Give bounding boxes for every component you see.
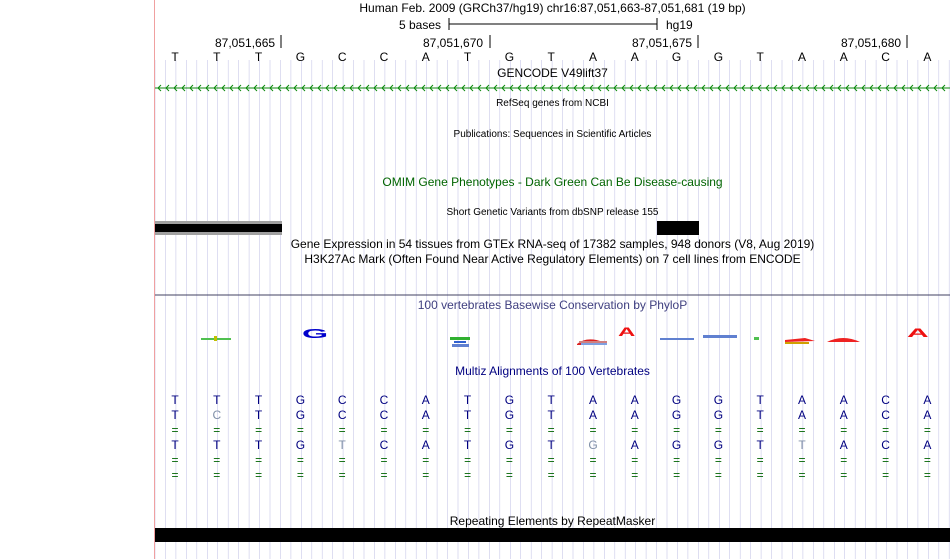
phylop-track-title: 100 vertebrates Basewise Conservation by PhyloP <box>417 298 688 312</box>
svg-text:G: G <box>302 326 329 342</box>
alignment-base-elephant: = <box>422 453 430 467</box>
alignment-base-dog: A <box>923 438 932 452</box>
coord-tick-label: 87,051,680 <box>841 36 902 50</box>
alignment-base-mouse: = <box>505 423 513 437</box>
coordinate-ticks <box>281 35 907 48</box>
alignment-base-chicken: = <box>631 468 639 482</box>
alignment-base-human: G <box>671 393 682 407</box>
alignment-base-elephant: = <box>171 453 179 467</box>
alignment-base-chicken: = <box>422 468 430 482</box>
alignment-base-dog: C <box>379 438 389 452</box>
alignment-base-elephant: = <box>547 453 555 467</box>
alignment-base-chicken: = <box>798 468 806 482</box>
alignment-base-dog: C <box>881 438 890 452</box>
alignment-base-rhesus: G <box>713 408 724 422</box>
alignment-base-human: T <box>171 393 179 407</box>
sequence-base: G <box>504 50 515 64</box>
alignment-base-human: T <box>756 393 764 407</box>
track-labels-panel <box>0 0 154 559</box>
alignment-base-dog: T <box>798 438 806 452</box>
alignment-base-human: A <box>797 393 806 407</box>
alignment-base-dog: A <box>630 438 639 452</box>
alignment-base-mouse: = <box>631 423 639 437</box>
alignment-base-chicken: = <box>714 468 722 482</box>
alignment-base-dog: T <box>756 438 764 452</box>
alignment-base-rhesus: T <box>547 408 555 422</box>
alignment-base-rhesus: C <box>212 408 222 422</box>
alignment-base-chicken: = <box>338 468 346 482</box>
alignment-base-chicken: = <box>296 468 304 482</box>
coord-tick-label: 87,051,675 <box>632 36 693 50</box>
alignment-base-chicken: = <box>213 468 221 482</box>
alignment-base-dog: G <box>671 438 682 452</box>
sequence-base: A <box>839 50 848 64</box>
alignment-base-human: T <box>547 393 555 407</box>
alignment-base-human: T <box>254 393 263 407</box>
alignment-base-human: A <box>588 393 597 407</box>
gencode-gene-feature <box>155 85 950 91</box>
alignment-base-dog: G <box>295 438 306 452</box>
sequence-base: T <box>254 50 263 64</box>
browser-track-area[interactable] <box>155 0 950 559</box>
alignment-base-chicken: = <box>547 468 555 482</box>
alignment-base-dog: G <box>588 438 598 452</box>
alignment-base-dog: T <box>254 438 263 452</box>
alignment-base-mouse: = <box>756 423 764 437</box>
alignment-base-elephant: = <box>714 453 722 467</box>
alignment-base-mouse: = <box>589 423 597 437</box>
alignment-base-dog: G <box>504 438 515 452</box>
assembly-label: hg19 <box>666 18 693 32</box>
sequence-base: T <box>756 50 764 64</box>
coord-tick-label: 87,051,665 <box>215 36 276 50</box>
conservation-logo <box>201 326 929 347</box>
coord-tick-label: 87,051,670 <box>423 36 484 50</box>
sequence-base: T <box>547 50 555 64</box>
alignment-base-mouse: = <box>798 423 806 437</box>
alignment-base-mouse: = <box>714 423 722 437</box>
sequence-base: T <box>213 50 221 64</box>
publications-track-title: Publications: Sequences in Scientific Articles <box>453 129 652 140</box>
alignment-base-rhesus: C <box>379 408 389 422</box>
alignment-base-mouse: = <box>923 423 931 437</box>
alignment-base-dog: A <box>421 438 430 452</box>
sequence-base: G <box>713 50 724 64</box>
alignment-base-chicken: = <box>882 468 890 482</box>
alignment-base-human: C <box>337 393 347 407</box>
alignment-base-dog: G <box>713 438 724 452</box>
alignment-base-rhesus: G <box>504 408 515 422</box>
refseq-track-title: RefSeq genes from NCBI <box>496 98 609 109</box>
alignment-base-mouse: = <box>422 423 430 437</box>
alignment-base-dog: T <box>547 438 555 452</box>
alignment-base-dog: A <box>839 438 848 452</box>
alignment-base-elephant: = <box>923 453 931 467</box>
sequence-base: A <box>797 50 806 64</box>
alignment-base-elephant: = <box>380 453 388 467</box>
alignment-base-elephant: = <box>631 453 639 467</box>
alignment-base-mouse: = <box>464 423 472 437</box>
alignment-base-chicken: = <box>840 468 848 482</box>
alignment-base-mouse: = <box>380 423 388 437</box>
scale-bar <box>449 18 657 30</box>
repeatmasker-track-title: Repeating Elements by RepeatMasker <box>449 514 656 528</box>
alignment-base-human: A <box>839 393 848 407</box>
alignment-base-mouse: = <box>547 423 555 437</box>
alignment-base-human: C <box>881 393 890 407</box>
alignment-base-chicken: = <box>255 468 263 482</box>
alignment-base-rhesus: G <box>671 408 682 422</box>
alignment-base-rhesus: A <box>421 408 430 422</box>
sequence-base: T <box>171 50 179 64</box>
alignment-base-human: A <box>923 393 932 407</box>
alignment-base-elephant: = <box>882 453 890 467</box>
alignment-base-elephant: = <box>673 453 681 467</box>
alignment-base-rhesus: A <box>630 408 639 422</box>
alignment-base-human: T <box>463 393 472 407</box>
alignment-base-rhesus: C <box>337 408 347 422</box>
dbsnp-track-title: Short Genetic Variants from dbSNP release 155 <box>446 207 659 218</box>
sequence-base: A <box>421 50 430 64</box>
svg-text:A: A <box>618 325 636 340</box>
alignment-base-elephant: = <box>338 453 346 467</box>
alignment-base-human: T <box>213 393 221 407</box>
alignment-base-human: G <box>504 393 515 407</box>
alignment-base-chicken: = <box>171 468 179 482</box>
window-position-title: Human Feb. 2009 (GRCh37/hg19) chr16:87,051,663-87,051,681 (19 bp) <box>359 1 746 15</box>
alignment-base-mouse: = <box>882 423 890 437</box>
alignment-base-rhesus: A <box>923 408 932 422</box>
svg-text:A: A <box>907 325 929 340</box>
alignment-base-chicken: = <box>380 468 388 482</box>
alignment-base-dog: T <box>463 438 472 452</box>
alignment-base-elephant: = <box>464 453 472 467</box>
sequence-base: C <box>379 50 389 64</box>
alignment-base-elephant: = <box>255 453 263 467</box>
alignment-base-dog: T <box>338 438 346 452</box>
alignment-base-rhesus: A <box>839 408 848 422</box>
alignment-base-mouse: = <box>213 423 221 437</box>
sequence-base: A <box>923 50 932 64</box>
alignment-base-rhesus: A <box>797 408 806 422</box>
alignment-base-chicken: = <box>673 468 681 482</box>
alignment-base-human: C <box>379 393 389 407</box>
alignment-base-elephant: = <box>505 453 513 467</box>
alignment-base-elephant: = <box>840 453 848 467</box>
omim-track-title: OMIM Gene Phenotypes - Dark Green Can Be Disease-causing <box>382 175 723 189</box>
alignment-base-chicken: = <box>923 468 931 482</box>
alignment-base-mouse: = <box>171 423 179 437</box>
alignment-base-elephant: = <box>798 453 806 467</box>
alignment-base-dog: T <box>171 438 179 452</box>
multiz-track-title: Multiz Alignments of 100 Vertebrates <box>455 364 650 378</box>
alignment-base-mouse: = <box>255 423 263 437</box>
alignment-base-elephant: = <box>213 453 221 467</box>
alignment-base-rhesus: T <box>171 408 179 422</box>
sequence-base: G <box>671 50 682 64</box>
alignment-base-elephant: = <box>756 453 764 467</box>
sequence-base: A <box>630 50 639 64</box>
alignment-base-chicken: = <box>505 468 513 482</box>
sequence-base: C <box>337 50 347 64</box>
gencode-track-title: GENCODE V49lift37 <box>497 66 608 80</box>
alignment-base-rhesus: T <box>463 408 472 422</box>
scale-text: 5 bases <box>399 18 442 32</box>
gtex-track-title: Gene Expression in 54 tissues from GTEx RNA-seq of 17382 samples, 948 donors (V8, Aug 2019) <box>290 237 815 251</box>
alignment-base-human: A <box>421 393 430 407</box>
alignment-base-dog: T <box>213 438 221 452</box>
sequence-base: G <box>295 50 306 64</box>
alignment-base-mouse: = <box>673 423 681 437</box>
alignment-base-rhesus: G <box>295 408 306 422</box>
alignment-base-chicken: = <box>464 468 472 482</box>
alignment-base-elephant: = <box>589 453 597 467</box>
sequence-base: T <box>463 50 472 64</box>
sequence-base: A <box>588 50 597 64</box>
alignment-base-mouse: = <box>840 423 848 437</box>
alignment-base-rhesus: C <box>881 408 890 422</box>
alignment-base-human: G <box>713 393 724 407</box>
h3k27ac-track-title: H3K27Ac Mark (Often Found Near Active Regulatory Elements) on 7 cell lines from ENCODE <box>304 252 801 266</box>
alignment-base-rhesus: A <box>588 408 597 422</box>
alignment-base-human: A <box>630 393 639 407</box>
alignment-base-mouse: = <box>296 423 304 437</box>
repeatmasker-feature <box>155 528 950 542</box>
alignment-base-rhesus: T <box>756 408 764 422</box>
alignment-base-elephant: = <box>296 453 304 467</box>
alignment-base-chicken: = <box>756 468 764 482</box>
alignment-base-rhesus: T <box>254 408 263 422</box>
alignment-base-chicken: = <box>589 468 597 482</box>
sequence-base: C <box>881 50 890 64</box>
alignment-base-human: G <box>295 393 306 407</box>
alignment-base-mouse: = <box>338 423 346 437</box>
